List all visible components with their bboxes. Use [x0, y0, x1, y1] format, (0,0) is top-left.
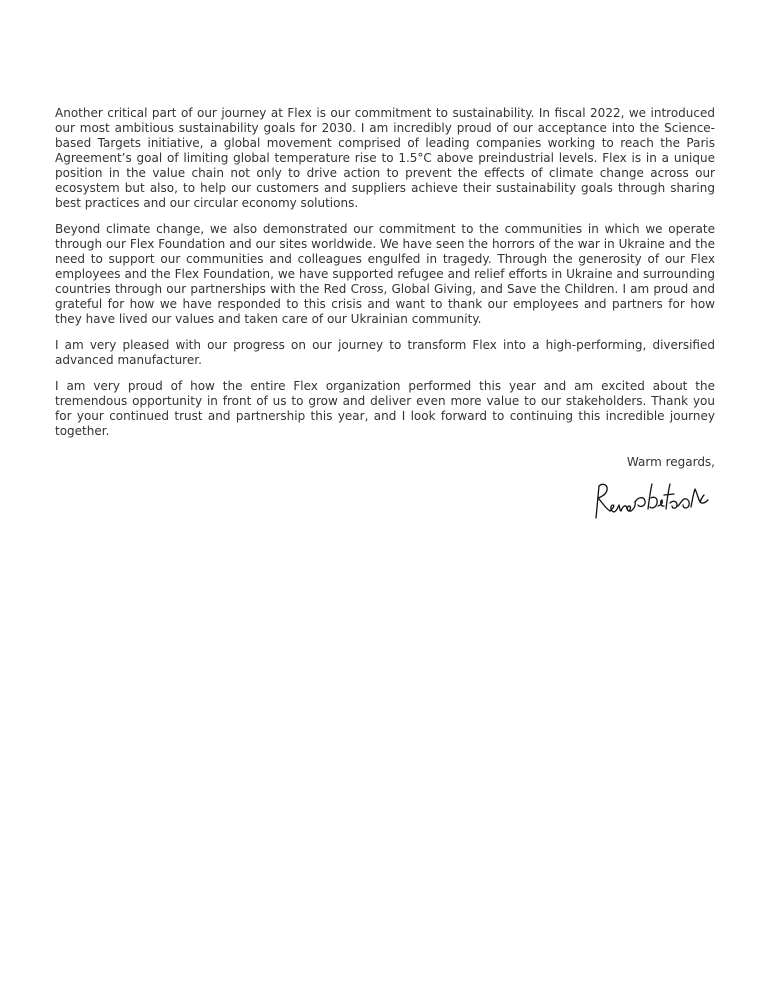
- paragraph-gratitude: I am very proud of how the entire Flex organization performed this year and am excited about the tremendous opportunity in front of us to grow and deliver even more value to our stakeholders. Thank you for your continued trust and partnership this year, and I look forward to continuing this incredible journey together.: [55, 379, 715, 438]
- closing-salutation: Warm regards,: [626, 455, 715, 469]
- letter-body: [55, 106, 715, 450]
- signature-icon: [588, 478, 713, 522]
- paragraph-community: Beyond climate change, we also demonstrated our commitment to the communities in which we operate through our Flex Foundation and our sites worldwide. We have seen the horrors of the war in Ukraine and the need to support our communities and colleagues engulfed in tragedy. Through the generosity of our Flex employees and the Flex Foundation, we have supported refugee and relief efforts in Ukraine and surrounding countries through our partnerships with the Red Cross, Global Giving, and Save the Children. I am proud and grateful for how we have responded to this crisis and want to thank our employees and partners for how they have lived our values and taken care of our Ukrainian community.: [55, 222, 715, 326]
- paragraph-sustainability: Another critical part of our journey at Flex is our commitment to sustainability. In fiscal 2022, we introduced our most ambitious sustainability goals for 2030. I am incredibly proud of our acceptance into the Science-based Targets initiative, a global movement comprised of leading companies working to reach the Paris Agreement’s goal of limiting global temperature rise to 1.5°C above preindustrial levels. Flex is in a unique position in the value chain not only to drive action to prevent the effects of climate change across our ecosystem but also, to help our customers and suppliers achieve their sustainability goals through sharing best practices and our circular economy solutions.: [55, 106, 715, 210]
- paragraph-progress: I am very pleased with our progress on our journey to transform Flex into a high-performing, diversified advanced manufacturer.: [55, 338, 715, 367]
